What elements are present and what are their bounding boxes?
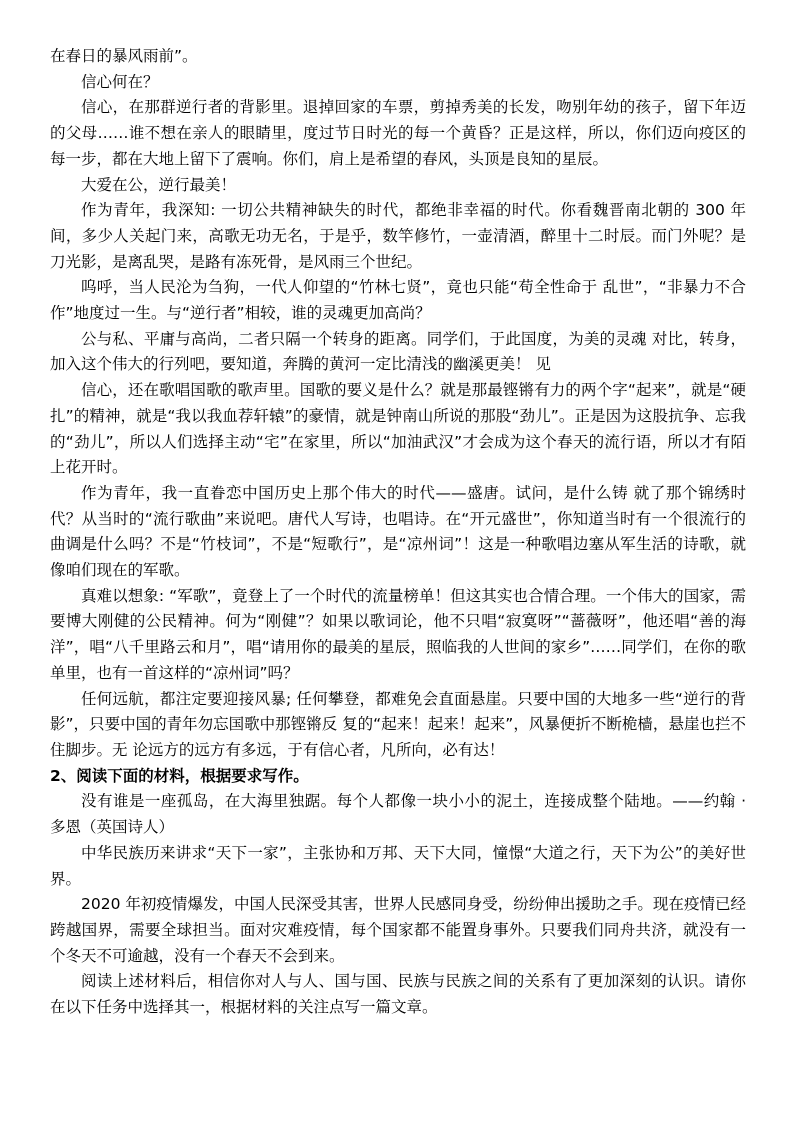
paragraph: 信心何在？: [81, 72, 159, 91]
material-paragraph: 2020 年初疫情爆发，中国人民深受其害，世界人民感同身受，纷纷伸出援助之手。现在疫情已经跨越国界，需要全球担当。面对灾难疫情，每个国家都不能置身事外。只要我们同舟共济，就没有一个冬天不可逾越，没有一个春天不会到来。: [50, 895, 746, 965]
material-body: [50, 789, 746, 1020]
paragraph: 信心，在那群逆行者的背影里。退掉回家的车票，剪掉秀美的长发，吻别年幼的孩子，留下年迈的父母……谁不想在亲人的眼睛里，度过节日时光的每一个黄昏？正是这样，所以，你们迈向疫区的每一步，都在大地上留下了震响。你们，肩上是希望的春风，头顶是良知的星辰。: [50, 98, 746, 168]
material-paragraph: 阅读上述材料后，相信你对人与人、国与国、民族与民族之间的关系有了更加深刻的认识。请你在以下任务中选择其一，根据材料的关注点写一篇文章。: [50, 972, 746, 1017]
paragraph: 大爱在公，逆行最美！: [81, 175, 237, 194]
paragraph: 信心，还在歌唱国歌的歌声里。国歌的要义是什么？就是那最铿锵有力的两个字“起来”，就是“硬扎”的精神，就是“我以我血荐轩辕”的豪情，就是钟南山所说的那股“劲儿”。正是因为这股抗争、忘我的“劲儿”，所以人们选择主动“宅”在家里，所以“加油武汉”才会成为这个春天的流行语，所以才有陌上花开时。: [50, 381, 746, 477]
paragraph: 任何远航，都注定要迎接风暴; 任何攀登，都难免会直面悬崖。只要中国的大地多一些“逆行的背影”，只要中国的青年勿忘国歌中那铿锵反 复的“起来！起来！起来”，风暴便折不断桅樯，悬崖也拦不住脚步。无 论远方的远方有多远，于有信心者，凡所向，必有达！: [50, 689, 746, 759]
paragraph: 呜呼，当人民沦为刍狗，一代人仰望的“竹林七贤”，竟也只能“苟全性命于 乱世”，“非暴力不合作”地度过一生。与“逆行者”相较，谁的灵魂更加高尚？: [50, 278, 746, 323]
paragraph: 公与私、平庸与高尚，二者只隔一个转身的距离。同学们，于此国度，为美的灵魂 对比，转身，加入这个伟大的行列吧，要知道，奔腾的黄河一定比清浅的幽溪更美！ 见: [50, 329, 746, 374]
paragraph: 作为青年，我深知: 一切公共精神缺失的时代，都绝非幸福的时代。你看魏晋南北朝的 300 年间，多少人关起门来，高歌无功无名，于是乎，数竿修竹，一壶清酒，醉里十二时辰。而门外呢？是刀光影，是离乱哭，是路有冻死骨，是风雨三个世纪。: [50, 201, 746, 271]
paragraph: 真难以想象: “军歌”，竟登上了一个时代的流量榜单！但这其实也合情合理。一个伟大的国家，需要博大刚健的公民精神。何为“刚健”？如果以歌词论，他不只唱“寂寞呀”“蔷薇呀”，他还唱“善的海洋”，唱“八千里路云和月”，唱“请用你的最美的星辰，照临我的人世间的家乡”……同学们，在你的歌单里，也有一首这样的“凉州词”吗？: [50, 586, 746, 682]
section-heading: 2、阅读下面的材料，根据要求写作。: [50, 766, 309, 785]
document-page: [50, 44, 746, 1021]
essay-body: [50, 44, 746, 764]
paragraph: 作为青年，我一直眷恋中国历史上那个伟大的时代——盛唐。试问，是什么铸 就了那个锦绣时代？从当时的“流行歌曲”来说吧。唐代人写诗，也唱诗。在“开元盛世”，你知道当时有一个很流行的曲调是什么吗？不是“竹枝词”，不是“短歌行”，是“凉州词”！这是一种歌唱边塞从军生活的诗歌，就像咱们现在的军歌。: [50, 483, 746, 580]
material-paragraph: 没有谁是一座孤岛，在大海里独踞。每个人都像一块小小的泥土，连接成整个陆地。——约翰 · 多恩（英国诗人）: [50, 792, 746, 837]
material-paragraph: 中华民族历来讲求“天下一家”，主张协和万邦、天下大同，憧憬“大道之行，天下为公”的美好世界。: [50, 843, 746, 888]
paragraph: 在春日的暴风雨前”。: [50, 47, 198, 65]
